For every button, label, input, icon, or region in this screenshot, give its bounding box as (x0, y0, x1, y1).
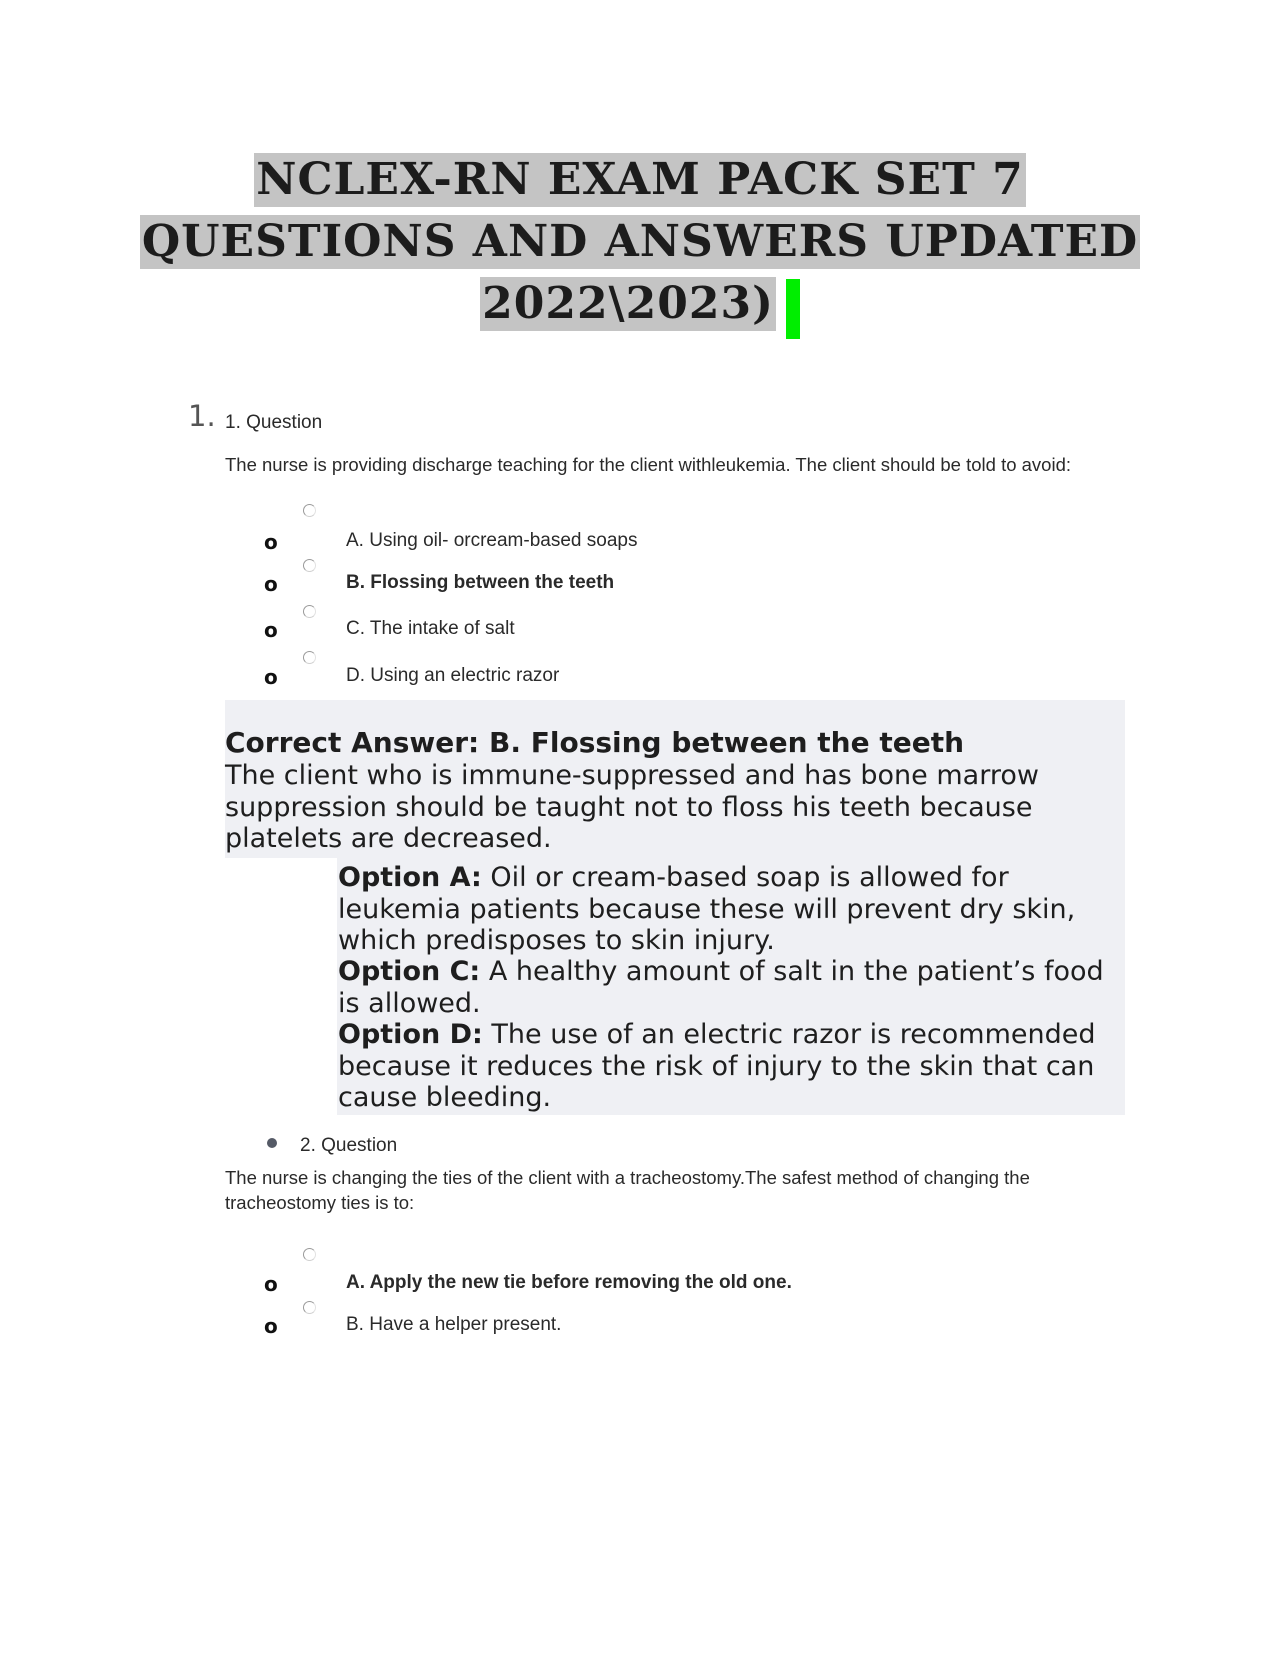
option-a-lead: Option A: (338, 862, 482, 893)
option-c-explanation (338, 956, 1123, 1019)
question-1-label: 1. Question (225, 412, 323, 433)
option-label: C. The intake of salt (346, 618, 515, 639)
radio-button-icon[interactable] (303, 504, 316, 517)
option-label: B. Flossing between the teeth (346, 572, 615, 593)
bullet-dot-icon (267, 1138, 277, 1148)
question-2-label: 2. Question (300, 1135, 398, 1156)
title-line-1: NCLEX-RN EXAM PACK SET 7 (256, 154, 1024, 205)
question-1-option-c[interactable] (0, 610, 1280, 650)
option-d-explanation (338, 1019, 1123, 1114)
option-bullet: o (264, 530, 278, 554)
option-d-text: The use of an electric razor is recommended because it reduces the risk of injury to the skin that can cause bleeding. (338, 1019, 1096, 1113)
option-bullet: o (264, 618, 278, 642)
option-label: A. Apply the new tie before removing the old one. (346, 1272, 792, 1293)
question-1-text: The nurse is providing discharge teaching for the client withleukemia. The client should be told to avoid: (225, 454, 1072, 475)
question-1-option-a[interactable] (0, 522, 1280, 562)
document-title (0, 150, 1280, 337)
radio-button-icon[interactable] (303, 559, 316, 572)
option-c-text: A healthy amount of salt in the patient’s food is allowed. (338, 956, 1104, 1019)
title-line-2: QUESTIONS AND ANSWERS UPDATED (141, 216, 1139, 267)
title-line-3: 2022\2023) (482, 278, 774, 329)
correct-answer-heading: Correct Answer: B. Flossing between the teeth (225, 726, 965, 759)
option-label: A. Using oil- orcream-based soaps (346, 530, 638, 551)
radio-button-icon[interactable] (303, 651, 316, 664)
question-1-option-b[interactable] (0, 564, 1280, 604)
correct-answer-explanation: The client who is immune-suppressed and has bone marrow suppression should be taught not to floss his teeth because platelets are decreased. (225, 760, 1039, 854)
text-cursor-marker (786, 279, 800, 339)
question-2-text-line-1: The nurse is changing the ties of the client with a tracheostomy.The safest method of changing the (225, 1167, 1030, 1188)
option-a-explanation (338, 862, 1123, 957)
option-bullet: o (264, 1314, 278, 1338)
radio-button-icon[interactable] (303, 1301, 316, 1314)
option-bullet: o (264, 1272, 278, 1296)
option-label: D. Using an electric razor (346, 665, 560, 686)
question-2-option-a[interactable] (0, 1264, 1280, 1304)
radio-button-icon[interactable] (303, 1248, 316, 1261)
question-2-text-line-2: tracheostomy ties is to: (225, 1192, 415, 1213)
option-a-text: Oil or cream-based soap is allowed for leukemia patients because these will prevent dry skin, which predisposes to skin injury. (338, 862, 1076, 956)
option-bullet: o (264, 665, 278, 689)
question-1-option-d[interactable] (0, 657, 1280, 697)
option-d-lead: Option D: (338, 1019, 483, 1050)
option-c-lead: Option C: (338, 956, 481, 987)
radio-button-icon[interactable] (303, 605, 316, 618)
question-2-option-b[interactable] (0, 1306, 1280, 1346)
option-label: B. Have a helper present. (346, 1314, 562, 1335)
option-bullet: o (264, 572, 278, 596)
question-2-text (225, 1165, 1125, 1215)
question-1-list-number: 1. (188, 399, 216, 433)
